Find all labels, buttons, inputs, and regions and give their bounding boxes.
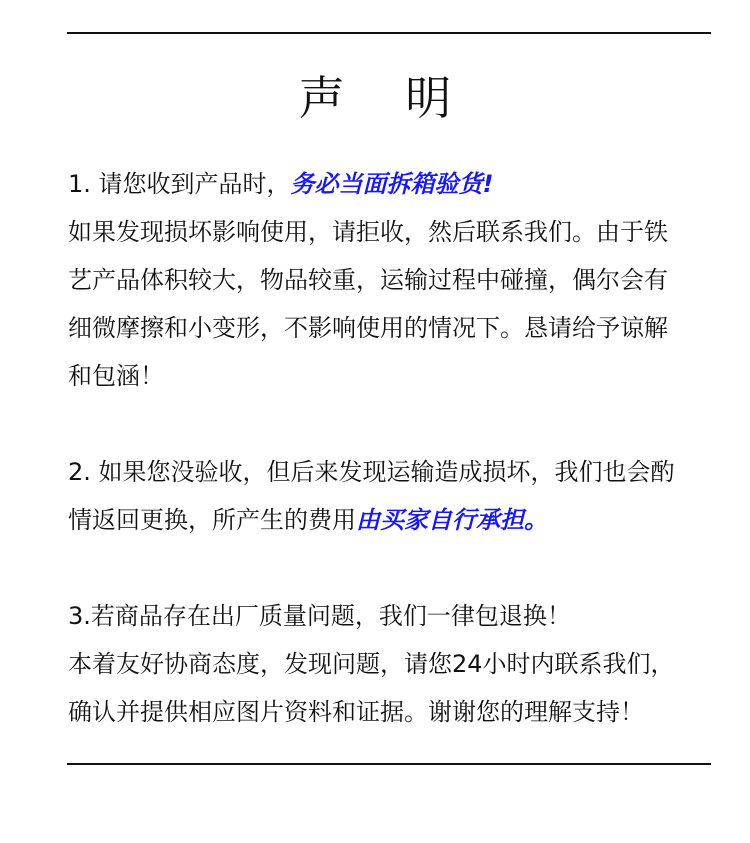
section-2-first-line: 2. 如果您没验收，但后来发现运输造成损坏，我们也会酌 [68,458,675,486]
section-1-line: 和包涵！ [68,362,164,390]
section-2-second-line [68,496,730,544]
section-3-line: 3.若商品存在出厂质量问题，我们一律包退换！ [68,602,571,630]
section-spacer [68,400,730,448]
section-spacer [68,544,730,592]
section-3-line: 本着友好协商态度，发现问题，请您24小时内联系我们， [68,650,675,678]
section-1-line: 如果发现损坏影响使用，请拒收，然后联系我们。由于铁 [68,218,668,246]
section-1-prefix: 1. 请您收到产品时， [68,170,291,198]
section-1-line: 艺产品体积较大，物品较重，运输过程中碰撞，偶尔会有 [68,266,668,294]
notice-body [68,160,730,736]
top-divider [67,32,711,34]
section-1-first-line [68,160,730,208]
section-1-line: 细微摩擦和小变形，不影响使用的情况下。恳请给予谅解 [68,314,668,342]
section-2-highlight: 由买家自行承担。 [356,506,548,534]
page-title: 声 明 [298,71,452,125]
bottom-divider [67,763,711,765]
section-1-highlight: 务必当面拆箱验货! [290,170,494,198]
section-2-prefix: 情返回更换，所产生的费用 [68,506,356,534]
section-3-line: 确认并提供相应图片资料和证据。谢谢您的理解支持！ [68,698,644,726]
